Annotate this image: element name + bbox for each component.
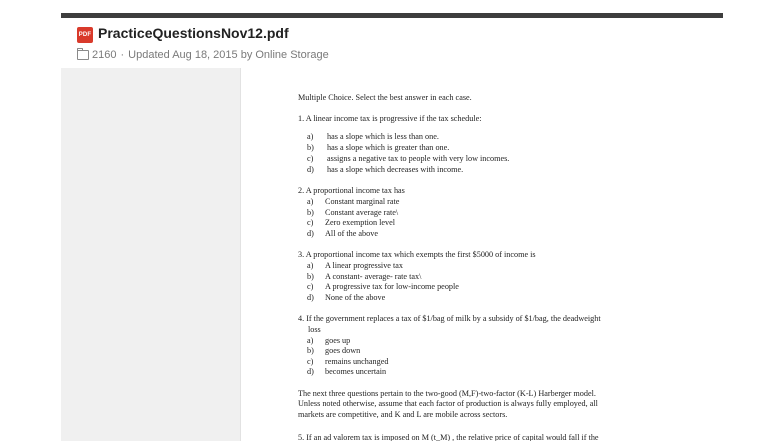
option-list bbox=[298, 336, 658, 378]
option-item bbox=[298, 346, 658, 357]
option-text: goes down bbox=[325, 346, 361, 356]
option-list bbox=[298, 197, 658, 239]
question-3 bbox=[298, 250, 658, 303]
option-text: has a slope which is less than one. bbox=[327, 132, 439, 142]
top-accent-bar bbox=[61, 13, 723, 18]
option-letter: a) bbox=[307, 196, 314, 206]
option-text: Constant average rate\ bbox=[325, 207, 399, 217]
question-4 bbox=[298, 314, 658, 378]
option-item bbox=[298, 282, 658, 293]
option-text: A progressive tax for low-income people bbox=[325, 282, 459, 292]
file-count: 2160 bbox=[92, 49, 117, 61]
note-line: Unless noted otherwise, assume that each factor of production is always fully employed, all bbox=[298, 399, 598, 409]
meta-separator: · bbox=[120, 49, 125, 61]
option-item bbox=[298, 132, 658, 143]
option-letter: b) bbox=[307, 271, 314, 281]
option-text: becomes uncertain bbox=[325, 367, 387, 377]
question-stem: 4. If the government replaces a tax of $1/bag of milk by a subsidy of $1/bag, the deadweight bbox=[298, 314, 601, 324]
option-item bbox=[298, 367, 658, 378]
option-text: A linear progressive tax bbox=[325, 260, 403, 270]
pdf-page bbox=[241, 68, 723, 441]
note-line: The next three questions pertain to the two-good (M,F)-two-factor (K-L) Harberger model. bbox=[298, 388, 596, 398]
file-updated: Updated Aug 18, 2015 by Online Storage bbox=[128, 49, 329, 61]
option-text: None of the above bbox=[325, 292, 386, 302]
option-letter: c) bbox=[307, 153, 314, 163]
option-letter: b) bbox=[307, 346, 314, 356]
question-1 bbox=[298, 114, 658, 176]
option-item bbox=[298, 143, 658, 154]
question-stem: 1. A linear income tax is progressive if the tax schedule: bbox=[298, 113, 482, 123]
option-letter: d) bbox=[307, 292, 314, 302]
option-item bbox=[298, 208, 658, 219]
option-list bbox=[298, 132, 658, 175]
file-meta bbox=[77, 49, 329, 61]
note-line: markets are competitive, and K and L are mobile across sectors. bbox=[298, 410, 508, 420]
option-text: remains unchanged bbox=[325, 356, 389, 366]
option-letter: c) bbox=[307, 218, 314, 228]
option-item bbox=[298, 154, 658, 165]
file-title[interactable]: PracticeQuestionsNov12.pdf bbox=[98, 25, 289, 41]
option-letter: c) bbox=[307, 282, 314, 292]
option-item bbox=[298, 357, 658, 368]
folder-icon bbox=[77, 50, 89, 60]
question-stem: 2. A proportional income tax has bbox=[298, 186, 405, 196]
harberger-note bbox=[298, 389, 658, 421]
option-letter: c) bbox=[307, 356, 314, 366]
option-letter: a) bbox=[307, 335, 314, 345]
option-list bbox=[298, 261, 658, 303]
option-item bbox=[298, 165, 658, 176]
question-2 bbox=[298, 186, 658, 239]
pdf-file-icon: PDF bbox=[77, 27, 93, 43]
question-stem-continued: loss bbox=[308, 324, 321, 334]
option-text: Zero exemption level bbox=[325, 218, 396, 228]
option-letter: d) bbox=[307, 228, 314, 238]
instructions: Multiple Choice. Select the best answer in each case. bbox=[298, 93, 472, 102]
option-item bbox=[298, 229, 658, 240]
option-letter: a) bbox=[307, 260, 314, 270]
option-letter: a) bbox=[307, 132, 314, 142]
option-item bbox=[298, 336, 658, 347]
question-5-partial: 5. If an ad valorem tax is imposed on M (t_M) , the relative price of capital would fall if the bbox=[298, 432, 599, 441]
option-text: All of the above bbox=[325, 228, 378, 238]
option-text: goes up bbox=[325, 335, 351, 345]
option-letter: b) bbox=[307, 207, 314, 217]
document-viewer[interactable] bbox=[61, 68, 723, 441]
option-item bbox=[298, 293, 658, 304]
option-text: Constant marginal rate bbox=[325, 196, 400, 206]
option-item bbox=[298, 218, 658, 229]
question-stem: 3. A proportional income tax which exempts the first $5000 of income is bbox=[298, 250, 536, 260]
option-text: A constant- average- rate tax\ bbox=[325, 271, 422, 281]
option-item bbox=[298, 272, 658, 283]
option-text: assigns a negative tax to people with very low incomes. bbox=[327, 153, 510, 163]
option-letter: b) bbox=[307, 142, 314, 152]
option-item bbox=[298, 197, 658, 208]
file-header bbox=[77, 25, 784, 65]
option-letter: d) bbox=[307, 164, 314, 174]
page-content bbox=[298, 93, 658, 441]
option-item bbox=[298, 261, 658, 272]
option-letter: d) bbox=[307, 367, 314, 377]
option-text: has a slope which is greater than one. bbox=[327, 142, 450, 152]
option-text: has a slope which decreases with income. bbox=[327, 164, 464, 174]
